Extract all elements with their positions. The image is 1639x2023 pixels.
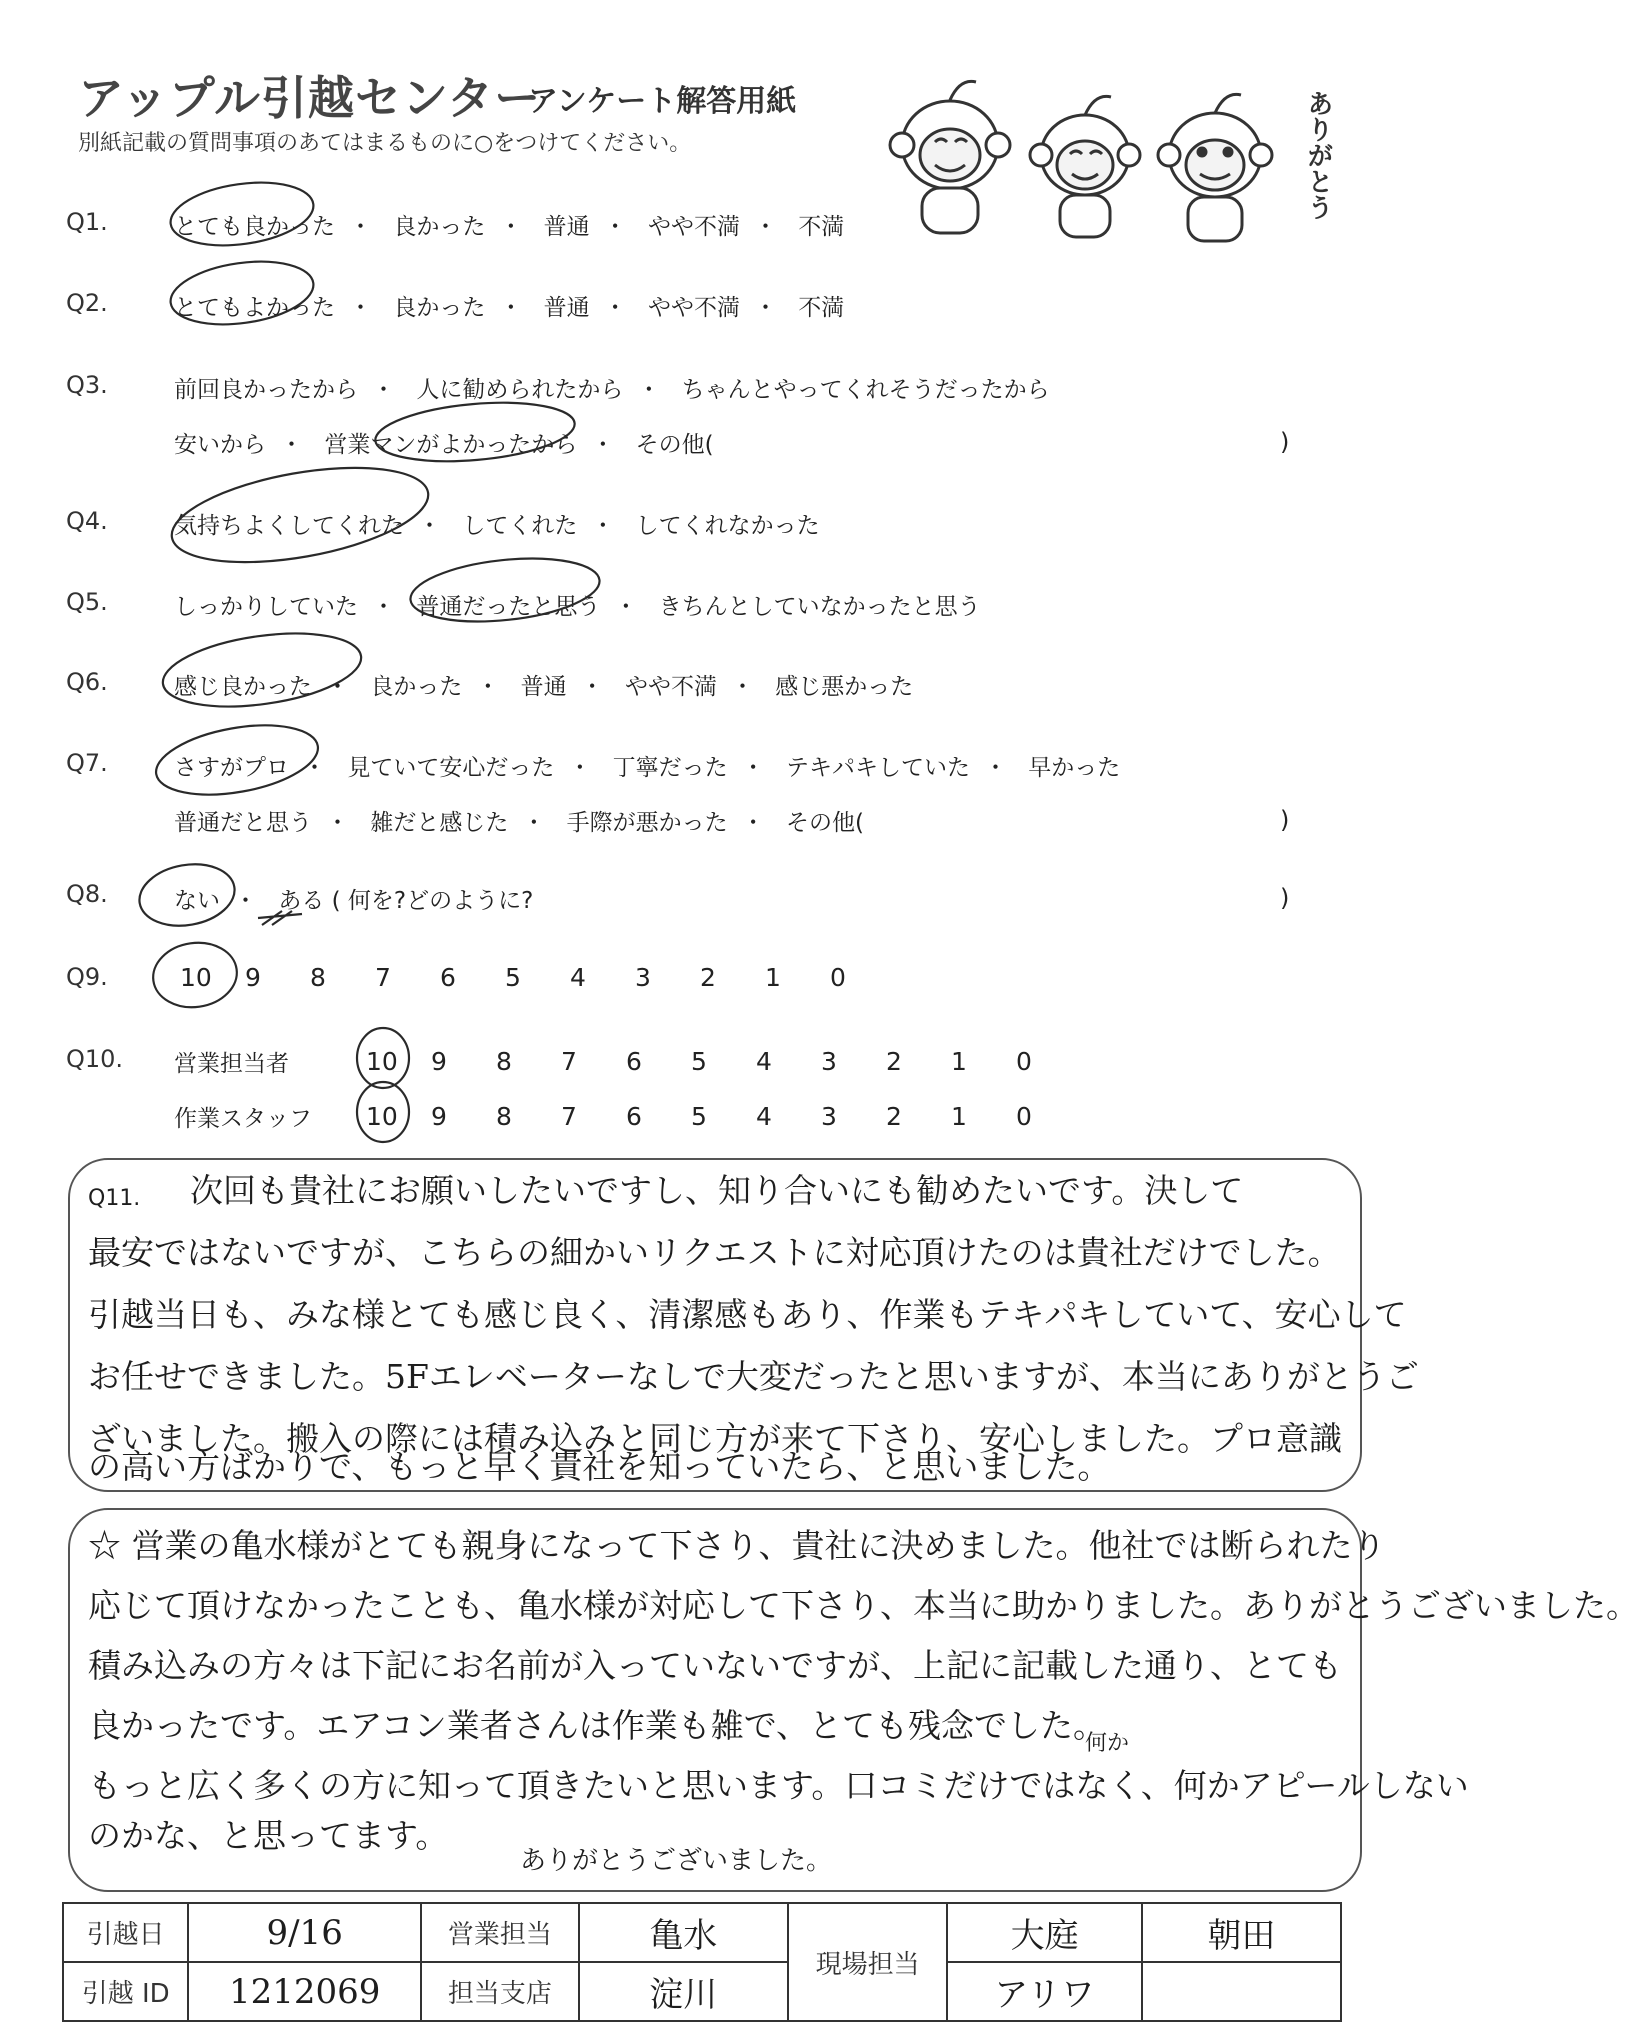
q8-close-paren: ) <box>1280 884 1290 912</box>
site-staff-name: アリワ <box>947 1962 1141 2021</box>
sales-rep-value: 亀水 <box>579 1903 788 1962</box>
q10-staff-score[interactable]: 5 <box>691 1102 707 1131</box>
q2-option[interactable]: やや不満 <box>647 295 740 321</box>
q9-score[interactable]: 2 <box>700 963 716 992</box>
q9-score[interactable]: 4 <box>570 963 586 992</box>
q11-line: 引越当日も、みな様とても感じ良く、清潔感もあり、作業もテキパキしていて、安心して <box>88 1295 1407 1334</box>
q6-option[interactable]: やや不満 <box>624 674 717 700</box>
q9-score[interactable]: 10 <box>180 963 212 992</box>
q7-options-line1: さすがプロ ・ 見ていて安心だった ・ 丁寧だった ・ テキパキしていた ・ 早かった <box>174 755 1121 781</box>
q10-sales-score[interactable]: 6 <box>626 1047 642 1076</box>
q4-option[interactable]: してくれた <box>462 513 578 539</box>
q3-option[interactable]: 安いから <box>174 432 266 458</box>
q1-option[interactable]: やや不満 <box>647 214 740 240</box>
extra-comment-line: のかな、と思ってます。 <box>88 1816 449 1855</box>
extra-comment-line: ☆ 営業の亀水様がとても親身になって下さり、貴社に決めました。他社では断られたり <box>88 1526 1386 1565</box>
q10-staff-circle-mark <box>357 1082 409 1142</box>
q10-sales-score[interactable]: 4 <box>756 1047 772 1076</box>
extra-comment-insert: 何か <box>1085 1731 1130 1756</box>
q11-line: お任せできました。5Fエレベーターなしで大変だったと思いますが、本当にありがとうご <box>88 1357 1419 1396</box>
q7-option[interactable]: 丁寧だった <box>612 755 728 781</box>
q2-option[interactable]: 不満 <box>798 295 845 321</box>
q6-option[interactable]: 良かった <box>370 674 463 700</box>
q2-circle-mark <box>167 253 318 332</box>
move-date-value: 9/16 <box>188 1903 421 1962</box>
q3-option[interactable]: ちゃんとやってくれそうだったから <box>681 377 1050 403</box>
q10-staff-score[interactable]: 10 <box>366 1102 398 1131</box>
q3-close-paren: ) <box>1280 428 1290 456</box>
q8-circle-mark <box>135 857 240 933</box>
extra-comment-line: 積み込みの方々は下記にお名前が入っていないですが、上記に記載した通り、とても <box>88 1646 1342 1685</box>
q10-staff-score[interactable]: 0 <box>1016 1102 1032 1131</box>
q6-label: Q6. <box>66 668 108 696</box>
site-staff-name: 朝田 <box>1142 1903 1341 1962</box>
q7-option[interactable]: 手際が悪かった <box>566 810 728 836</box>
q11-label: Q11. <box>88 1186 141 1211</box>
q3-label: Q3. <box>66 371 108 399</box>
mascot-caption: ありがとう <box>1303 90 1333 220</box>
q8-strike-mark <box>258 911 302 925</box>
q10-label: Q10. <box>66 1045 124 1073</box>
q5-option[interactable]: しっかりしていた <box>174 594 358 620</box>
q4-label: Q4. <box>66 507 108 535</box>
q3-option[interactable]: 前回良かったから <box>174 377 358 403</box>
q7-option[interactable]: 雑だと感じた <box>370 810 509 836</box>
q7-option[interactable]: 普通だと思う <box>174 810 312 836</box>
q7-option[interactable]: 見ていて安心だった <box>347 755 555 781</box>
q7-option[interactable]: 早かった <box>1028 755 1121 781</box>
q6-options: 感じ良かった ・ 良かった ・ 普通 ・ やや不満 ・ 感じ悪かった <box>174 674 914 700</box>
instruction-text: 別紙記載の質問事項のあてはまるものに○をつけてください。 <box>78 131 692 156</box>
q5-label: Q5. <box>66 588 108 616</box>
q10-sales-score[interactable]: 8 <box>496 1047 512 1076</box>
q9-score[interactable]: 0 <box>830 963 846 992</box>
branch-label: 担当支店 <box>421 1962 579 2021</box>
extra-comment-line: もっと広く多くの方に知って頂きたいと思います。口コミだけではなく、何かアピールしない <box>88 1766 1469 1805</box>
q10-staff-score[interactable]: 1 <box>951 1102 967 1131</box>
q9-score[interactable]: 8 <box>310 963 326 992</box>
q4-circle-mark <box>165 451 436 579</box>
extra-comment-thanks: ありがとうございました。 <box>520 1846 833 1876</box>
site-staff-empty <box>1142 1962 1341 2021</box>
q9-score[interactable]: 3 <box>635 963 651 992</box>
q1-option[interactable]: 良かった <box>393 214 486 240</box>
survey-subtitle: アンケート解答用紙 <box>528 84 797 119</box>
q6-option[interactable]: 普通 <box>520 674 567 700</box>
q10-sales-score[interactable]: 5 <box>691 1047 707 1076</box>
q9-circle-mark <box>149 937 241 1012</box>
q2-options: とてもよかった ・ 良かった ・ 普通 ・ やや不満 ・ 不満 <box>174 295 845 321</box>
extra-comment-line: 応じて頂けなかったことも、亀水様が対応して下さり、本当に助かりました。ありがとうございました。 <box>88 1586 1639 1625</box>
q8-option[interactable]: ある ( 何を?どのように? <box>278 888 534 914</box>
q8-options: ない ・ ある ( 何を?どのように? <box>174 888 534 914</box>
q1-options: とても良かった ・ 良かった ・ 普通 ・ やや不満 ・ 不満 <box>174 214 845 240</box>
q3-option-other[interactable]: その他( <box>635 432 714 458</box>
q3-circle-mark <box>373 395 577 468</box>
q6-circle-mark <box>158 622 366 717</box>
q10-staff-label: 作業スタッフ <box>174 1106 312 1132</box>
q4-options: 気持ちよくしてくれた ・ してくれた ・ してくれなかった <box>174 513 820 539</box>
q2-option[interactable]: とてもよかった <box>174 295 335 321</box>
extra-comment-line: 良かったです。エアコン業者さんは作業も雑で、とても残念でした。 <box>88 1706 1107 1745</box>
q4-option[interactable]: 気持ちよくしてくれた <box>174 513 404 539</box>
q10-sales-score[interactable]: 2 <box>886 1047 902 1076</box>
q10-sales-score[interactable]: 10 <box>366 1047 398 1076</box>
q11-line: の高い方ばかりで、もっと早く貴社を知っていたら、と思いました。 <box>88 1447 1111 1486</box>
q9-score[interactable]: 5 <box>505 963 521 992</box>
q6-option[interactable]: 感じ悪かった <box>775 674 914 700</box>
q5-option[interactable]: 普通だったと思う <box>416 594 601 620</box>
q7-option[interactable]: テキパキしていた <box>785 755 970 781</box>
q8-option[interactable]: ない <box>174 888 220 914</box>
q3-option[interactable]: 人に勧められたから <box>416 377 624 403</box>
move-date-label: 引越日 <box>63 1903 188 1962</box>
q2-option[interactable]: 普通 <box>543 295 590 321</box>
q10-sales-score[interactable]: 1 <box>951 1047 967 1076</box>
q10-sales-score[interactable]: 7 <box>561 1047 577 1076</box>
q10-staff-score[interactable]: 3 <box>821 1102 837 1131</box>
q11-line: 次回も貴社にお願いしたいですし、知り合いにも勧めたいです。決して <box>190 1171 1244 1210</box>
q10-staff-score[interactable]: 7 <box>561 1102 577 1131</box>
q3-options-line2: 安いから ・ 営業マンがよかったから ・ その他( <box>174 432 714 458</box>
q10-staff-score[interactable]: 9 <box>431 1102 447 1131</box>
q5-option[interactable]: きちんとしていなかったと思う <box>658 594 981 620</box>
site-staff-name: 大庭 <box>947 1903 1141 1962</box>
q7-close-paren: ) <box>1280 806 1290 834</box>
q5-circle-mark <box>407 550 602 630</box>
q10-staff-score[interactable]: 8 <box>496 1102 512 1131</box>
q10-sales-label: 営業担当者 <box>174 1051 289 1077</box>
sales-rep-label: 営業担当 <box>421 1903 579 1962</box>
branch-value: 淀川 <box>579 1962 788 2021</box>
q10-sales-score[interactable]: 0 <box>1016 1047 1032 1076</box>
survey-title: アップル引越センター <box>78 71 542 125</box>
q6-option[interactable]: 感じ良かった <box>174 674 312 700</box>
q10-sales-score[interactable]: 9 <box>431 1047 447 1076</box>
q1-circle-mark <box>167 174 318 253</box>
q8-label: Q8. <box>66 880 108 908</box>
q3-options-line1: 前回良かったから ・ 人に勧められたから ・ ちゃんとやってくれそうだったから <box>174 377 1050 403</box>
q10-staff-score[interactable]: 4 <box>756 1102 772 1131</box>
q4-option[interactable]: してくれなかった <box>635 513 820 539</box>
site-staff-label: 現場担当 <box>788 1903 948 2021</box>
q7-label: Q7. <box>66 749 108 777</box>
q2-label: Q2. <box>66 289 108 317</box>
q9-score[interactable]: 6 <box>440 963 456 992</box>
q9-score[interactable]: 1 <box>765 963 781 992</box>
q7-option[interactable]: さすがプロ <box>174 755 289 781</box>
q9-score[interactable]: 9 <box>245 963 261 992</box>
q10-sales-circle-mark <box>357 1028 409 1088</box>
q5-options: しっかりしていた ・ 普通だったと思う ・ きちんとしていなかったと思う <box>174 594 981 620</box>
q9-score[interactable]: 7 <box>375 963 391 992</box>
move-id-value: 1212069 <box>188 1962 421 2021</box>
q11-line: 最安ではないですが、こちらの細かいリクエストに対応頂けたのは貴社だけでした。 <box>88 1233 1341 1272</box>
q7-options-line2: 普通だと思う ・ 雑だと感じた ・ 手際が悪かった ・ その他( <box>174 810 864 836</box>
q10-sales-score[interactable]: 3 <box>821 1047 837 1076</box>
q7-circle-mark <box>151 714 324 806</box>
q10-staff-score[interactable]: 6 <box>626 1102 642 1131</box>
q1-label: Q1. <box>66 208 108 236</box>
q7-option-other[interactable]: その他( <box>785 810 864 836</box>
q1-option[interactable]: 不満 <box>798 214 845 240</box>
q10-staff-score[interactable]: 2 <box>886 1102 902 1131</box>
q1-option[interactable]: 普通 <box>543 214 590 240</box>
footer-info-table <box>62 1902 1342 2022</box>
q2-option[interactable]: 良かった <box>393 295 486 321</box>
q1-option[interactable]: とても良かった <box>174 214 335 240</box>
q9-label: Q9. <box>66 963 108 991</box>
q3-option[interactable]: 営業マンがよかったから <box>324 432 578 458</box>
q11-line: ざいました。搬入の際には積み込みと同じ方が来て下さり、安心しました。プロ意識 <box>88 1419 1342 1458</box>
move-id-label: 引越 ID <box>63 1962 188 2021</box>
